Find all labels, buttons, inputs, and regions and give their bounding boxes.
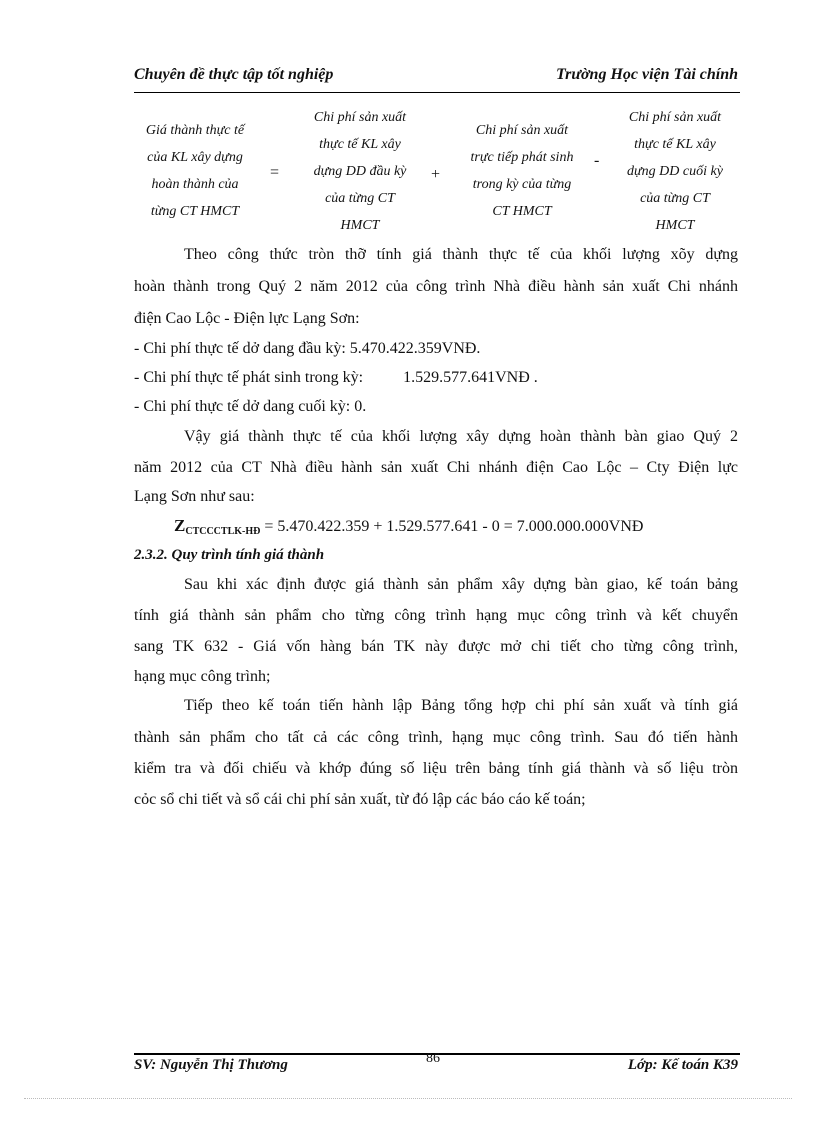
paragraph-line: kiểm tra và đối chiếu và khớp đúng số liệu trên bảng tính giá thành và số liệu tròn <box>134 760 738 777</box>
formula-line: từng CT HMCT <box>150 204 240 219</box>
formula-term-closing <box>608 104 742 239</box>
formula-line: của từng CT <box>325 191 395 206</box>
formula-plus: + <box>431 166 441 183</box>
page-footer <box>134 1051 738 1079</box>
formula-line: HMCT <box>340 218 380 233</box>
formula-equals: = <box>270 164 280 181</box>
header-rule <box>134 92 740 93</box>
list-item: - Chi phí thực tế phát sinh trong kỳ: 1.529.577.641VNĐ . <box>134 369 538 386</box>
formula-term-incurred <box>448 117 596 225</box>
z-expression: = 5.470.422.359 + 1.529.577.641 - 0 = 7.000.000.000VNĐ <box>260 518 644 535</box>
paragraph-line: Tiếp theo kế toán tiến hành lập Bảng tổng hợp chi phí sản xuất và tính giá <box>184 697 738 714</box>
formula-term-opening <box>290 104 430 239</box>
formula-minus: - <box>594 152 600 169</box>
cost-formula <box>130 104 742 244</box>
formula-line: HMCT <box>655 218 695 233</box>
formula-line: Chi phí sản xuất <box>313 110 407 125</box>
formula-line: Chi phí sản xuất <box>475 123 569 138</box>
formula-line: dựng DD đầu kỳ <box>313 164 407 179</box>
footer-student: SV: Nguyễn Thị Thương <box>134 1057 288 1073</box>
page-header <box>134 66 738 88</box>
formula-line: trực tiếp phát sinh <box>470 150 574 165</box>
z-subscript: CTCCCTLK-HĐ <box>185 526 261 537</box>
paragraph-line: Vậy giá thành thực tế của khối lượng xây dựng hoàn thành bàn giao Quý 2 <box>184 428 738 445</box>
paragraph-line: hoàn thành trong Quý 2 năm 2012 của công trình Nhà điều hành sản xuất Chi nhánh <box>134 278 738 295</box>
list-item: - Chi phí thực tế dở dang cuối kỳ: 0. <box>134 398 367 415</box>
z-symbol: Z <box>174 516 186 535</box>
page-bottom-divider <box>24 1098 792 1099</box>
paragraph-line: cỏc sổ chi tiết và sổ cái chi phí sản xuất, từ đó lập các báo cáo kế toán; <box>134 791 586 808</box>
formula-line: dựng DD cuối kỳ <box>627 164 723 179</box>
formula-line: thực tế KL xây <box>634 137 716 152</box>
formula-line: Chi phí sản xuất <box>628 110 722 125</box>
formula-line: thực tế KL xây <box>319 137 401 152</box>
section-heading: 2.3.2. Quy trình tính giá thành <box>134 547 325 563</box>
page-number: 86 <box>426 1051 440 1066</box>
paragraph-line: thành sản phẩm cho tất cả các công trình, hạng mục công trình. Sau đó tiến hành <box>134 729 738 746</box>
paragraph-line: tính giá thành sản phẩm cho từng công trình hạng mục công trình và kết chuyển <box>134 607 738 624</box>
formula-line: hoàn thành của <box>151 177 239 192</box>
paragraph-line: sang TK 632 - Giá vốn hàng bán TK này được mở chi tiết cho từng công trình, <box>134 638 738 655</box>
total-cost-equation <box>174 516 643 537</box>
formula-line: của KL xây dựng <box>147 150 243 165</box>
list-item: - Chi phí thực tế dở dang đầu kỳ: 5.470.422.359VNĐ. <box>134 340 481 357</box>
paragraph-line: hạng mục công trình; <box>134 668 271 685</box>
formula-line: CT HMCT <box>492 204 552 219</box>
header-school: Trường Học viện Tài chính <box>555 66 738 83</box>
formula-lhs <box>130 117 260 225</box>
footer-class: Lớp: Kế toán K39 <box>627 1057 738 1073</box>
formula-line: của từng CT <box>640 191 710 206</box>
formula-line: trong kỳ của từng <box>472 177 572 192</box>
header-title: Chuyên đề thực tập tốt nghiệp <box>134 66 334 83</box>
paragraph-line: Lạng Sơn như sau: <box>134 488 255 505</box>
formula-line: Giá thành thực tế <box>145 123 245 138</box>
paragraph-line: Theo công thức tròn thỡ tính giá thành thực tế của khối lượng xõy dựng <box>184 246 738 263</box>
paragraph-line: Sau khi xác định được giá thành sản phẩm xây dựng bàn giao, kế toán bảng <box>184 576 738 593</box>
paragraph-line: điện Cao Lộc - Điện lực Lạng Sơn: <box>134 310 360 327</box>
paragraph-line: năm 2012 của CT Nhà điều hành sản xuất Chi nhánh điện Cao Lộc – Cty Điện lực <box>134 459 738 476</box>
